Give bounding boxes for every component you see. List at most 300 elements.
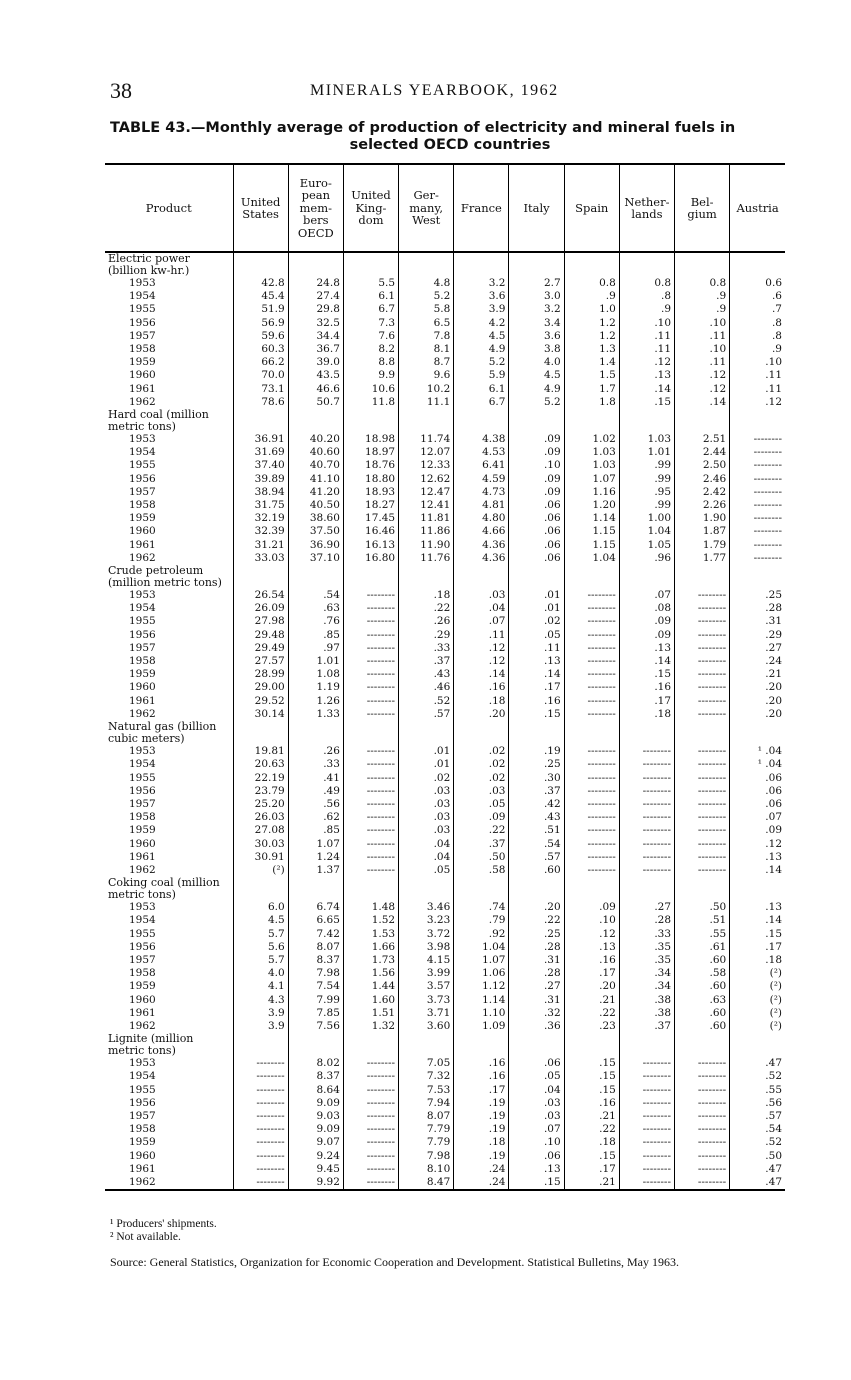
value-cell: -------- xyxy=(343,642,398,655)
table-row xyxy=(105,824,785,837)
value-cell: .22 xyxy=(509,914,564,927)
table-row xyxy=(105,1136,785,1149)
section-label: Hard coal (million metric tons) xyxy=(108,409,209,434)
table-row xyxy=(105,798,785,811)
value-cell: .09 xyxy=(730,824,785,837)
table-row xyxy=(105,525,785,538)
value-cell: .54 xyxy=(509,838,564,851)
value-cell: 2.7 xyxy=(509,277,564,290)
value-cell: .47 xyxy=(730,1176,785,1190)
value-cell: -------- xyxy=(233,1097,288,1110)
value-cell: 1.51 xyxy=(343,1007,398,1020)
table-row xyxy=(105,864,785,877)
empty-cell xyxy=(343,877,398,901)
value-cell: .22 xyxy=(564,1007,619,1020)
value-cell: 9.6 xyxy=(399,369,454,382)
value-cell: 33.03 xyxy=(233,552,288,565)
value-cell: -------- xyxy=(619,1084,674,1097)
value-cell: -------- xyxy=(619,811,674,824)
value-cell: 31.21 xyxy=(233,539,288,552)
value-cell: (²) xyxy=(730,980,785,993)
value-cell: -------- xyxy=(564,589,619,602)
value-cell: ¹ .04 xyxy=(730,758,785,771)
value-cell: 6.5 xyxy=(399,317,454,330)
value-cell: -------- xyxy=(675,864,730,877)
value-cell: .09 xyxy=(509,446,564,459)
value-cell: 8.1 xyxy=(399,343,454,356)
value-cell: .56 xyxy=(288,798,343,811)
page-number: 38 xyxy=(110,78,132,103)
value-cell: 8.7 xyxy=(399,356,454,369)
value-cell: .17 xyxy=(730,941,785,954)
empty-cell xyxy=(564,565,619,589)
value-cell: -------- xyxy=(619,824,674,837)
value-cell: .24 xyxy=(454,1163,509,1176)
value-cell: 66.2 xyxy=(233,356,288,369)
value-cell: -------- xyxy=(730,459,785,472)
value-cell: .62 xyxy=(288,811,343,824)
footnote-2: ² Not available. xyxy=(110,1231,181,1243)
value-cell: (²) xyxy=(730,1007,785,1020)
year-cell: 1956 xyxy=(129,628,156,641)
value-cell: .04 xyxy=(399,838,454,851)
value-cell: .60 xyxy=(675,980,730,993)
value-cell: -------- xyxy=(675,1123,730,1136)
value-cell: -------- xyxy=(564,758,619,771)
value-cell: .29 xyxy=(730,629,785,642)
value-cell: 40.50 xyxy=(288,499,343,512)
table-body xyxy=(105,252,785,1190)
value-cell: -------- xyxy=(619,1163,674,1176)
value-cell: .60 xyxy=(675,954,730,967)
value-cell: .18 xyxy=(399,589,454,602)
table-row xyxy=(105,290,785,303)
value-cell: 1.04 xyxy=(454,941,509,954)
value-cell: .33 xyxy=(399,642,454,655)
value-cell: 27.57 xyxy=(233,655,288,668)
value-cell: .27 xyxy=(730,642,785,655)
value-cell: .8 xyxy=(730,330,785,343)
empty-cell xyxy=(399,1033,454,1057)
value-cell: .15 xyxy=(509,708,564,721)
value-cell: .60 xyxy=(509,864,564,877)
year-cell: 1955 xyxy=(129,615,156,628)
value-cell: 32.39 xyxy=(233,525,288,538)
value-cell: .99 xyxy=(619,473,674,486)
value-cell: 4.2 xyxy=(454,317,509,330)
value-cell: 7.85 xyxy=(288,1007,343,1020)
value-cell: 5.7 xyxy=(233,928,288,941)
column-header-product: Product xyxy=(105,164,233,252)
value-cell: 7.98 xyxy=(288,967,343,980)
value-cell: .25 xyxy=(730,589,785,602)
table-row xyxy=(105,994,785,1007)
value-cell: .09 xyxy=(564,901,619,914)
value-cell: -------- xyxy=(343,1163,398,1176)
empty-cell xyxy=(564,252,619,277)
year-cell: 1958 xyxy=(129,343,156,356)
value-cell: 3.71 xyxy=(399,1007,454,1020)
value-cell: 3.0 xyxy=(509,290,564,303)
page-header xyxy=(110,78,790,104)
value-cell: 1.73 xyxy=(343,954,398,967)
value-cell: 0.8 xyxy=(619,277,674,290)
value-cell: 8.64 xyxy=(288,1084,343,1097)
value-cell: .12 xyxy=(454,642,509,655)
value-cell: -------- xyxy=(675,1084,730,1097)
empty-cell xyxy=(233,409,288,433)
value-cell: -------- xyxy=(675,745,730,758)
value-cell: .37 xyxy=(509,785,564,798)
value-cell: 1.08 xyxy=(288,668,343,681)
table-row xyxy=(105,1110,785,1123)
value-cell: .15 xyxy=(619,668,674,681)
value-cell: 41.20 xyxy=(288,486,343,499)
value-cell: .19 xyxy=(454,1123,509,1136)
value-cell: 7.42 xyxy=(288,928,343,941)
value-cell: 3.2 xyxy=(454,277,509,290)
value-cell: -------- xyxy=(675,1136,730,1149)
value-cell: 8.2 xyxy=(343,343,398,356)
value-cell: -------- xyxy=(675,811,730,824)
value-cell: .03 xyxy=(454,785,509,798)
table-row xyxy=(105,330,785,343)
table-row xyxy=(105,980,785,993)
value-cell: -------- xyxy=(343,615,398,628)
value-cell: 5.2 xyxy=(509,396,564,409)
value-cell: .12 xyxy=(730,396,785,409)
value-cell: .06 xyxy=(730,785,785,798)
value-cell: -------- xyxy=(564,668,619,681)
table-title-line-1: TABLE 43.—Monthly average of production of electricity and mineral fuels in xyxy=(110,120,736,136)
value-cell: -------- xyxy=(730,473,785,486)
table-row xyxy=(105,695,785,708)
value-cell: .16 xyxy=(564,954,619,967)
empty-cell xyxy=(288,252,343,277)
table-row xyxy=(105,369,785,382)
table-row xyxy=(105,901,785,914)
value-cell: 5.8 xyxy=(399,303,454,316)
value-cell: 8.47 xyxy=(399,1176,454,1190)
value-cell: 1.66 xyxy=(343,941,398,954)
value-cell: 9.9 xyxy=(343,369,398,382)
value-cell: -------- xyxy=(343,629,398,642)
empty-cell xyxy=(564,877,619,901)
value-cell: .54 xyxy=(730,1123,785,1136)
value-cell: -------- xyxy=(730,512,785,525)
value-cell: 8.8 xyxy=(343,356,398,369)
section-header-row xyxy=(105,877,785,901)
value-cell: 78.6 xyxy=(233,396,288,409)
value-cell: 20.63 xyxy=(233,758,288,771)
year-cell: 1961 xyxy=(129,1162,156,1175)
value-cell: 11.1 xyxy=(399,396,454,409)
value-cell: 23.79 xyxy=(233,785,288,798)
empty-cell xyxy=(399,565,454,589)
column-header-country-1: United States xyxy=(233,164,288,252)
value-cell: 4.5 xyxy=(509,369,564,382)
year-cell: 1961 xyxy=(129,1006,156,1019)
value-cell: .37 xyxy=(399,655,454,668)
value-cell: 4.73 xyxy=(454,486,509,499)
value-cell: 9.24 xyxy=(288,1150,343,1163)
value-cell: .20 xyxy=(730,708,785,721)
value-cell: -------- xyxy=(233,1110,288,1123)
value-cell: .17 xyxy=(454,1084,509,1097)
value-cell: 27.4 xyxy=(288,290,343,303)
table-row xyxy=(105,602,785,615)
empty-cell xyxy=(399,252,454,277)
value-cell: .14 xyxy=(619,655,674,668)
value-cell: -------- xyxy=(675,772,730,785)
section-label: Coking coal (million metric tons) xyxy=(108,877,220,902)
value-cell: -------- xyxy=(343,758,398,771)
empty-cell xyxy=(343,409,398,433)
value-cell: 39.0 xyxy=(288,356,343,369)
empty-cell xyxy=(288,565,343,589)
value-cell: 8.37 xyxy=(288,954,343,967)
empty-cell xyxy=(454,252,509,277)
value-cell: .20 xyxy=(564,980,619,993)
value-cell: 29.49 xyxy=(233,642,288,655)
value-cell: -------- xyxy=(619,785,674,798)
table-row xyxy=(105,668,785,681)
value-cell: .6 xyxy=(730,290,785,303)
empty-cell xyxy=(730,721,785,745)
value-cell: 1.79 xyxy=(675,539,730,552)
value-cell: 29.48 xyxy=(233,629,288,642)
value-cell: .07 xyxy=(730,811,785,824)
value-cell: .35 xyxy=(619,954,674,967)
value-cell: -------- xyxy=(564,785,619,798)
value-cell: -------- xyxy=(675,1150,730,1163)
value-cell: .03 xyxy=(399,785,454,798)
value-cell: .16 xyxy=(564,1097,619,1110)
value-cell: 9.07 xyxy=(288,1136,343,1149)
value-cell: -------- xyxy=(343,1070,398,1083)
empty-cell xyxy=(233,721,288,745)
value-cell: 3.46 xyxy=(399,901,454,914)
value-cell: 12.62 xyxy=(399,473,454,486)
value-cell: 30.14 xyxy=(233,708,288,721)
table-row xyxy=(105,277,785,290)
empty-cell xyxy=(233,565,288,589)
table-row xyxy=(105,539,785,552)
empty-cell xyxy=(675,877,730,901)
value-cell: 2.51 xyxy=(675,433,730,446)
value-cell: 40.60 xyxy=(288,446,343,459)
value-cell: 22.19 xyxy=(233,772,288,785)
value-cell: 1.5 xyxy=(564,369,619,382)
value-cell: 39.89 xyxy=(233,473,288,486)
column-header-country-8: Nether- lands xyxy=(619,164,674,252)
value-cell: .25 xyxy=(509,928,564,941)
year-cell: 1962 xyxy=(129,863,156,876)
section-header-row xyxy=(105,409,785,433)
value-cell: 1.06 xyxy=(454,967,509,980)
value-cell: -------- xyxy=(675,785,730,798)
value-cell: 3.8 xyxy=(509,343,564,356)
table-row xyxy=(105,851,785,864)
value-cell: -------- xyxy=(675,838,730,851)
table-row xyxy=(105,1123,785,1136)
value-cell: .51 xyxy=(675,914,730,927)
value-cell: .04 xyxy=(509,1084,564,1097)
value-cell: 18.98 xyxy=(343,433,398,446)
value-cell: 6.7 xyxy=(454,396,509,409)
value-cell: 2.46 xyxy=(675,473,730,486)
value-cell: 1.37 xyxy=(288,864,343,877)
value-cell: .60 xyxy=(675,1007,730,1020)
value-cell: .46 xyxy=(399,681,454,694)
value-cell: 1.60 xyxy=(343,994,398,1007)
table-row xyxy=(105,396,785,409)
value-cell: 1.48 xyxy=(343,901,398,914)
value-cell: .01 xyxy=(509,602,564,615)
value-cell: -------- xyxy=(619,864,674,877)
value-cell: .25 xyxy=(509,758,564,771)
section-header-row xyxy=(105,721,785,745)
value-cell: -------- xyxy=(343,811,398,824)
value-cell: 1.02 xyxy=(564,433,619,446)
value-cell: 16.46 xyxy=(343,525,398,538)
table-row xyxy=(105,642,785,655)
value-cell: 38.60 xyxy=(288,512,343,525)
year-cell: 1960 xyxy=(129,681,156,694)
value-cell: .01 xyxy=(509,589,564,602)
value-cell: .12 xyxy=(619,356,674,369)
year-cell: 1954 xyxy=(129,758,156,771)
value-cell: 1.09 xyxy=(454,1020,509,1033)
year-cell: 1958 xyxy=(129,811,156,824)
column-header-country-5: France xyxy=(454,164,509,252)
value-cell: 9.09 xyxy=(288,1123,343,1136)
value-cell: 11.74 xyxy=(399,433,454,446)
value-cell: -------- xyxy=(564,838,619,851)
value-cell: 4.66 xyxy=(454,525,509,538)
value-cell: .8 xyxy=(730,317,785,330)
table-row xyxy=(105,772,785,785)
value-cell: .85 xyxy=(288,824,343,837)
value-cell: .38 xyxy=(619,1007,674,1020)
value-cell: -------- xyxy=(343,1057,398,1070)
year-cell: 1953 xyxy=(129,277,156,289)
value-cell: 7.05 xyxy=(399,1057,454,1070)
value-cell: .10 xyxy=(509,459,564,472)
value-cell: 29.8 xyxy=(288,303,343,316)
table-row xyxy=(105,954,785,967)
empty-cell xyxy=(233,252,288,277)
table-row xyxy=(105,745,785,758)
year-cell: 1960 xyxy=(129,837,156,850)
value-cell: 1.04 xyxy=(619,525,674,538)
empty-cell xyxy=(564,409,619,433)
value-cell: .04 xyxy=(454,602,509,615)
value-cell: 11.81 xyxy=(399,512,454,525)
value-cell: .50 xyxy=(675,901,730,914)
value-cell: 31.69 xyxy=(233,446,288,459)
value-cell: 3.72 xyxy=(399,928,454,941)
value-cell: .30 xyxy=(509,772,564,785)
value-cell: -------- xyxy=(564,629,619,642)
value-cell: .11 xyxy=(675,356,730,369)
value-cell: .14 xyxy=(619,383,674,396)
table-row xyxy=(105,838,785,851)
value-cell: .03 xyxy=(509,1097,564,1110)
year-cell: 1955 xyxy=(129,927,156,940)
value-cell: 41.10 xyxy=(288,473,343,486)
year-cell: 1962 xyxy=(129,1019,156,1032)
value-cell: .20 xyxy=(730,681,785,694)
value-cell: -------- xyxy=(343,1084,398,1097)
table-row xyxy=(105,708,785,721)
value-cell: 3.9 xyxy=(233,1020,288,1033)
value-cell: 31.75 xyxy=(233,499,288,512)
value-cell: .57 xyxy=(730,1110,785,1123)
year-cell: 1959 xyxy=(129,824,156,837)
value-cell: -------- xyxy=(675,642,730,655)
value-cell: 6.0 xyxy=(233,901,288,914)
value-cell: 7.53 xyxy=(399,1084,454,1097)
value-cell: .20 xyxy=(509,901,564,914)
empty-cell xyxy=(288,721,343,745)
value-cell: .57 xyxy=(399,708,454,721)
value-cell: 42.8 xyxy=(233,277,288,290)
value-cell: .11 xyxy=(619,343,674,356)
value-cell: -------- xyxy=(343,1176,398,1190)
value-cell: .15 xyxy=(730,928,785,941)
value-cell: 26.54 xyxy=(233,589,288,602)
value-cell: 1.05 xyxy=(619,539,674,552)
value-cell: 8.10 xyxy=(399,1163,454,1176)
value-cell: 6.1 xyxy=(343,290,398,303)
value-cell: .51 xyxy=(509,824,564,837)
value-cell: .24 xyxy=(730,655,785,668)
value-cell: -------- xyxy=(619,1070,674,1083)
empty-cell xyxy=(343,1033,398,1057)
table-row xyxy=(105,486,785,499)
value-cell: .28 xyxy=(619,914,674,927)
empty-cell xyxy=(619,877,674,901)
column-header-country-10: Austria xyxy=(730,164,785,252)
value-cell: (²) xyxy=(730,1020,785,1033)
value-cell: .55 xyxy=(730,1084,785,1097)
value-cell: -------- xyxy=(675,615,730,628)
value-cell: 3.57 xyxy=(399,980,454,993)
value-cell: 4.9 xyxy=(509,383,564,396)
value-cell: .14 xyxy=(730,914,785,927)
column-header-country-6: Italy xyxy=(509,164,564,252)
value-cell: 19.81 xyxy=(233,745,288,758)
value-cell: 4.0 xyxy=(509,356,564,369)
value-cell: 32.5 xyxy=(288,317,343,330)
value-cell: .06 xyxy=(509,525,564,538)
value-cell: -------- xyxy=(730,539,785,552)
value-cell: -------- xyxy=(619,772,674,785)
empty-cell xyxy=(619,565,674,589)
value-cell: -------- xyxy=(564,642,619,655)
value-cell: 1.8 xyxy=(564,396,619,409)
value-cell: 3.73 xyxy=(399,994,454,1007)
value-cell: -------- xyxy=(564,602,619,615)
value-cell: .58 xyxy=(675,967,730,980)
value-cell: -------- xyxy=(343,838,398,851)
value-cell: .12 xyxy=(730,838,785,851)
value-cell: -------- xyxy=(343,745,398,758)
table-row xyxy=(105,1057,785,1070)
value-cell: .09 xyxy=(509,473,564,486)
value-cell: 18.80 xyxy=(343,473,398,486)
